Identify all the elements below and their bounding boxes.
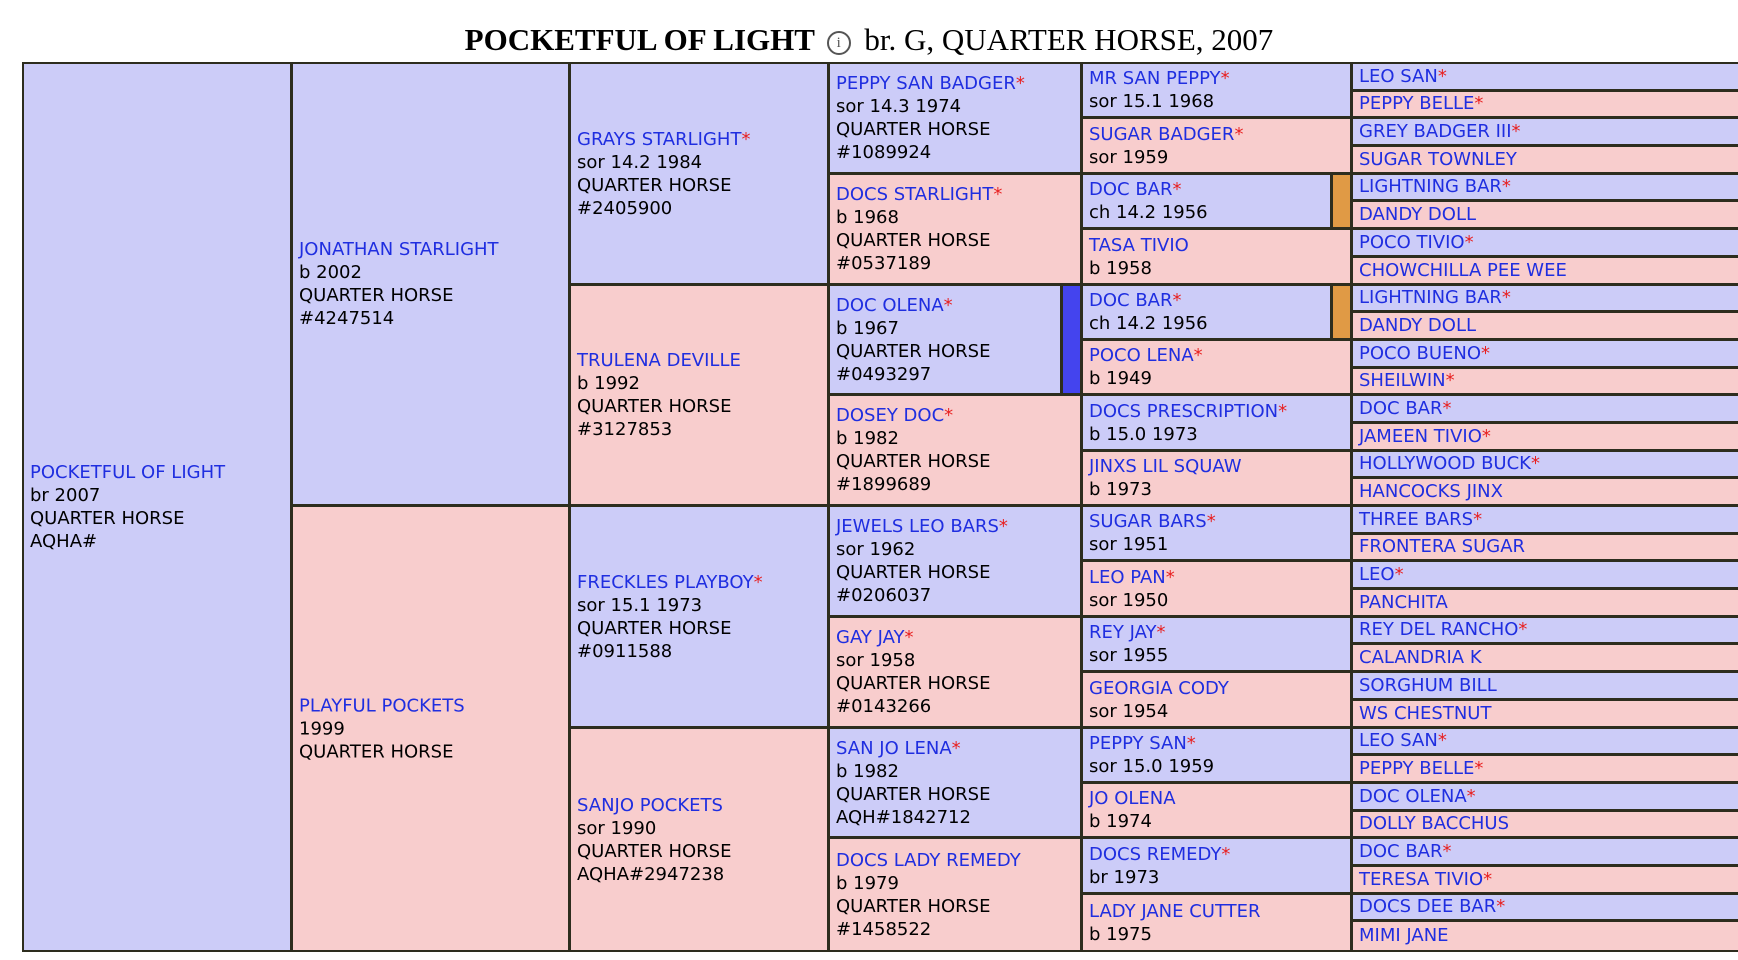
- gen4-cell: [1083, 562, 1350, 615]
- horse-info: [1359, 371, 1455, 391]
- horse-info: [1359, 344, 1490, 364]
- star-marker: *: [1206, 511, 1216, 532]
- horse-name-link[interactable]: TERESA TIVIO: [1359, 868, 1484, 890]
- horse-detail-line: br 1973: [1089, 866, 1160, 888]
- horse-name-link[interactable]: DOSEY DOC: [836, 405, 945, 426]
- horse-info: [1359, 926, 1449, 946]
- horse-info: [836, 294, 990, 386]
- horse-detail-line: #0143266: [836, 696, 932, 717]
- horse-name-link[interactable]: HANCOCKS JINX: [1359, 480, 1503, 502]
- horse-name-link[interactable]: DANDY DOLL: [1359, 314, 1476, 336]
- horse-info: [1359, 731, 1447, 751]
- horse-info: [1359, 620, 1527, 640]
- gen5-cell: [1353, 812, 1738, 836]
- star-marker: *: [1464, 231, 1474, 253]
- horse-info: [1359, 454, 1540, 474]
- star-marker: *: [1442, 840, 1452, 862]
- horse-detail-line: AQHA#: [30, 531, 98, 552]
- horse-detail-line: QUARTER HORSE: [836, 895, 991, 917]
- horse-info: [299, 238, 499, 330]
- star-marker: *: [1511, 120, 1521, 142]
- horse-detail-line: AQHA#2947238: [577, 863, 725, 885]
- gen5-cell: [1353, 922, 1738, 950]
- horse-info: [836, 183, 1002, 275]
- horse-info: [1359, 94, 1483, 114]
- horse-detail-line: sor 1950: [1089, 589, 1169, 611]
- gen5-cell: [1353, 452, 1738, 476]
- horse-name-link[interactable]: LIGHTNING BAR: [1359, 287, 1502, 308]
- gen5-cell: [1353, 175, 1738, 199]
- horse-name-link[interactable]: PEPPY BELLE: [1359, 757, 1475, 779]
- horse-info: [1359, 261, 1567, 281]
- horse-name-link[interactable]: DOC BAR: [1089, 179, 1173, 200]
- inbreeding-marker-orange: [1330, 175, 1350, 227]
- horse-name-link[interactable]: FRECKLES PLAYBOY: [577, 571, 754, 593]
- horse-name-link[interactable]: TASA TIVIO: [1089, 234, 1189, 256]
- gen3-cell: [830, 618, 1080, 726]
- horse-detail-line: #4247514: [299, 308, 395, 329]
- horse-detail-line: QUARTER HORSE: [836, 451, 991, 472]
- horse-detail-line: #0206037: [836, 585, 932, 606]
- horse-name-link[interactable]: SAN JO LENA: [836, 737, 952, 759]
- horse-detail-line: #1458522: [836, 918, 932, 940]
- star-marker: *: [1496, 896, 1506, 917]
- horse-info: [836, 737, 990, 829]
- inbreeding-marker-orange: [1330, 286, 1350, 338]
- pedigree-title: [0, 22, 1738, 58]
- horse-name-link[interactable]: PANCHITA: [1359, 591, 1448, 613]
- star-marker: *: [1278, 400, 1288, 422]
- horse-detail-line: b 1974: [1089, 811, 1152, 832]
- horse-name-link[interactable]: LADY JANE CUTTER: [1089, 900, 1261, 922]
- horse-name-link[interactable]: TRULENA DEVILLE: [577, 350, 741, 371]
- horse-detail-line: #1089924: [836, 142, 932, 163]
- horse-name-link[interactable]: LEO SAN: [1359, 65, 1438, 87]
- horse-detail-line: sor 1958: [836, 650, 916, 671]
- horse-detail-line: b 15.0 1973: [1089, 423, 1198, 445]
- horse-name-link[interactable]: REY JAY: [1089, 622, 1157, 643]
- gen5-cell: [1353, 479, 1738, 504]
- horse-detail-line: br 2007: [30, 485, 101, 506]
- star-marker: *: [1186, 733, 1196, 754]
- horse-detail-line: sor 15.1 1968: [1089, 91, 1215, 112]
- horse-name-link[interactable]: POCO BUENO: [1359, 342, 1482, 364]
- gen4-cell: [1083, 507, 1350, 559]
- horse-info: [1089, 400, 1287, 446]
- horse-detail-line: sor 14.3 1974: [836, 96, 962, 117]
- horse-name-link[interactable]: REY DEL RANCHO: [1359, 619, 1519, 640]
- gen4-cell: [1083, 175, 1350, 227]
- star-marker: *: [1501, 287, 1511, 308]
- gen5-cell: [1353, 590, 1738, 615]
- horse-detail-line: b 1949: [1089, 368, 1152, 389]
- horse-info: [1359, 759, 1483, 779]
- star-marker: *: [1473, 508, 1483, 530]
- gen4-cell: [1083, 119, 1350, 172]
- horse-name-link[interactable]: DOC OLENA: [836, 294, 944, 316]
- horse-name-link[interactable]: WS CHESTNUT: [1359, 702, 1492, 724]
- horse-name-link[interactable]: CHOWCHILLA PEE WEE: [1359, 259, 1567, 281]
- horse-name-link[interactable]: SORGHUM BILL: [1359, 674, 1497, 696]
- gen5-cell: [1353, 673, 1738, 698]
- horse-detail-line: sor 14.2 1984: [577, 151, 703, 173]
- horse-info: [577, 349, 741, 441]
- horse-name-link[interactable]: DOLLY BACCHUS: [1359, 813, 1510, 834]
- horse-detail-line: sor 1959: [1089, 146, 1169, 168]
- star-marker: *: [1156, 622, 1166, 643]
- horse-info: [1359, 593, 1448, 613]
- star-marker: *: [1172, 179, 1182, 200]
- horse-detail-line: QUARTER HORSE: [577, 396, 732, 417]
- gen5-cell: [1353, 562, 1738, 587]
- star-marker: *: [1172, 290, 1182, 311]
- horse-detail-line: QUARTER HORSE: [299, 285, 454, 306]
- gen4-cell: [1083, 396, 1350, 449]
- horse-summary: br. G, QUARTER HORSE, 2007: [864, 22, 1274, 57]
- gen5-cell: [1353, 784, 1738, 809]
- horse-info: [1089, 677, 1229, 723]
- horse-name-link[interactable]: DOCS PRESCRIPTION: [1089, 400, 1279, 422]
- horse-info: [836, 626, 990, 718]
- gen3-cell: [830, 507, 1080, 615]
- horse-info: [1089, 67, 1230, 113]
- star-marker: *: [1437, 730, 1447, 751]
- gen5-cell: [1353, 756, 1738, 781]
- horse-detail-line: b 2002: [299, 262, 362, 283]
- star-marker: *: [1015, 73, 1025, 94]
- gen5-cell: [1353, 202, 1738, 227]
- horse-info: [1359, 205, 1476, 225]
- horse-name-link[interactable]: DOC BAR: [1359, 840, 1443, 862]
- star-marker: *: [1220, 68, 1230, 89]
- gen5-cell: [1353, 230, 1738, 255]
- horse-detail-line: b 1967: [836, 317, 899, 339]
- gen1-cell: [293, 64, 568, 504]
- star-marker: *: [904, 627, 914, 648]
- horse-detail-line: #2405900: [577, 197, 673, 219]
- horse-name-link[interactable]: PEPPY BELLE: [1359, 93, 1475, 114]
- inbreeding-marker-blue: [1060, 286, 1080, 393]
- gen5-cell: [1353, 424, 1738, 449]
- horse-name-link[interactable]: DOCS REMEDY: [1089, 843, 1222, 865]
- horse-info: [1359, 787, 1476, 807]
- pedigree-table: [22, 62, 1738, 952]
- horse-detail-line: b 1958: [1089, 257, 1152, 279]
- star-marker: *: [1442, 397, 1452, 419]
- horse-name-link[interactable]: POCO TIVIO: [1359, 231, 1465, 253]
- horse-info: [1359, 233, 1474, 253]
- horse-info: [1359, 565, 1404, 585]
- gen4-cell: [1083, 286, 1350, 338]
- gen4-cell: [1083, 64, 1350, 116]
- horse-name-link[interactable]: JEWELS LEO BARS: [836, 516, 999, 537]
- star-marker: *: [1221, 843, 1231, 865]
- gen5-cell: [1353, 895, 1738, 919]
- star-marker: *: [1530, 453, 1540, 474]
- horse-detail-line: b 1982: [836, 760, 899, 782]
- horse-detail-line: QUARTER HORSE: [577, 840, 732, 862]
- horse-name-link[interactable]: SUGAR BARS: [1089, 511, 1207, 532]
- gen4-cell: [1083, 895, 1350, 950]
- horse-detail-line: #0493297: [836, 363, 932, 385]
- horse-detail-line: QUARTER HORSE: [836, 562, 991, 583]
- horse-name-heading: POCKETFUL OF LIGHT: [464, 22, 815, 57]
- horse-detail-line: b 1973: [1089, 479, 1152, 500]
- horse-name-link[interactable]: MIMI JANE: [1359, 925, 1449, 946]
- star-marker: *: [1474, 757, 1484, 779]
- horse-info: [1359, 814, 1509, 834]
- horse-name-link[interactable]: DOCS LADY REMEDY: [836, 849, 1021, 871]
- star-marker: *: [1518, 619, 1528, 640]
- horse-detail-line: sor 1951: [1089, 534, 1169, 555]
- gen5-cell: [1353, 867, 1738, 892]
- gen4-cell: [1083, 729, 1350, 781]
- horse-name-link[interactable]: SUGAR TOWNLEY: [1359, 148, 1517, 170]
- gen5-cell: [1353, 701, 1738, 726]
- horse-info: [1359, 842, 1452, 862]
- horse-detail-line: QUARTER HORSE: [836, 783, 991, 805]
- star-marker: *: [1481, 342, 1491, 364]
- star-marker: *: [1501, 176, 1511, 197]
- gen3-cell: [830, 64, 1080, 172]
- horse-detail-line: sor 1955: [1089, 645, 1169, 666]
- star-marker: *: [998, 516, 1008, 537]
- gen4-cell: [1083, 839, 1350, 892]
- star-marker: *: [741, 128, 751, 150]
- info-icon[interactable]: i: [827, 31, 851, 55]
- horse-name-link[interactable]: THREE BARS: [1359, 508, 1474, 530]
- horse-info: [836, 404, 990, 496]
- horse-info: [1089, 178, 1208, 224]
- gen1-cell: [293, 507, 568, 950]
- star-marker: *: [1474, 93, 1484, 114]
- horse-info: [1089, 900, 1261, 946]
- gen4-cell: [1083, 452, 1350, 504]
- horse-detail-line: QUARTER HORSE: [30, 508, 185, 529]
- horse-name-link[interactable]: DOC OLENA: [1359, 785, 1467, 807]
- gen2-cell: [571, 286, 827, 504]
- horse-info: [836, 515, 1008, 607]
- horse-info: [1359, 510, 1482, 530]
- horse-name-link[interactable]: HOLLYWOOD BUCK: [1359, 453, 1531, 474]
- horse-info: [577, 794, 731, 886]
- horse-info: [1359, 676, 1497, 696]
- horse-name-link[interactable]: LEO PAN: [1089, 566, 1166, 588]
- gen5-cell: [1353, 645, 1738, 670]
- horse-info: [836, 72, 1025, 164]
- horse-detail-line: AQH#1842712: [836, 806, 971, 828]
- horse-name-link[interactable]: GREY BADGER III: [1359, 120, 1512, 142]
- horse-info: [1359, 537, 1525, 557]
- gen4-cell: [1083, 673, 1350, 726]
- horse-name-link[interactable]: GEORGIA CODY: [1089, 677, 1229, 699]
- horse-detail-line: QUARTER HORSE: [836, 340, 991, 362]
- star-marker: *: [993, 184, 1003, 205]
- horse-name-link[interactable]: MR SAN PEPPY: [1089, 68, 1221, 89]
- gen5-cell: [1353, 839, 1738, 864]
- horse-name-link[interactable]: DOCS STARLIGHT: [836, 184, 994, 205]
- horse-info: [299, 694, 465, 763]
- horse-info: [1089, 566, 1175, 612]
- horse-detail-line: QUARTER HORSE: [836, 673, 991, 694]
- star-marker: *: [753, 571, 763, 593]
- gen5-cell: [1353, 396, 1738, 421]
- star-marker: *: [1234, 123, 1244, 145]
- horse-detail-line: sor 15.0 1959: [1089, 756, 1215, 777]
- gen5-cell: [1353, 92, 1738, 116]
- horse-detail-line: #1899689: [836, 474, 932, 495]
- horse-name-link[interactable]: GAY JAY: [836, 627, 905, 648]
- gen4-cell: [1083, 784, 1350, 836]
- gen3-cell: [830, 839, 1080, 950]
- horse-name-link[interactable]: LEO: [1359, 563, 1395, 585]
- horse-detail-line: #0911588: [577, 640, 673, 662]
- horse-detail-line: sor 15.1 1973: [577, 594, 703, 616]
- horse-info: [1359, 870, 1492, 890]
- gen4-cell: [1083, 618, 1350, 670]
- gen5-cell: [1353, 64, 1738, 89]
- horse-name-link[interactable]: CALANDRIA K: [1359, 646, 1482, 668]
- horse-detail-line: #0537189: [836, 253, 932, 274]
- star-marker: *: [1483, 868, 1493, 890]
- horse-name-link[interactable]: SUGAR BADGER: [1089, 123, 1235, 145]
- horse-info: [1089, 123, 1243, 169]
- horse-info: [1089, 234, 1189, 280]
- horse-info: [1359, 482, 1503, 502]
- horse-name-link[interactable]: LIGHTNING BAR: [1359, 176, 1502, 197]
- horse-name-link[interactable]: DOC BAR: [1359, 397, 1443, 419]
- horse-name-link[interactable]: SHEILWIN: [1359, 370, 1446, 391]
- horse-detail-line: QUARTER HORSE: [836, 119, 991, 140]
- horse-name-link[interactable]: GRAYS STARLIGHT: [577, 128, 742, 150]
- gen5-cell: [1353, 313, 1738, 338]
- gen4-cell: [1083, 230, 1350, 283]
- horse-info: [1359, 704, 1491, 724]
- star-marker: *: [1165, 566, 1175, 588]
- horse-detail-line: QUARTER HORSE: [577, 174, 732, 196]
- horse-info: [1359, 399, 1452, 419]
- horse-detail-line: #3127853: [577, 419, 673, 440]
- horse-detail-line: QUARTER HORSE: [299, 741, 454, 762]
- horse-info: [1359, 897, 1505, 917]
- horse-info: [1359, 122, 1521, 142]
- horse-info: [1089, 510, 1216, 556]
- horse-name-link[interactable]: DOC BAR: [1089, 290, 1173, 311]
- horse-info: [1089, 289, 1208, 335]
- horse-name-link[interactable]: SANJO POCKETS: [577, 794, 723, 816]
- horse-info: [577, 128, 750, 220]
- horse-info: [1359, 288, 1511, 308]
- gen5-cell: [1353, 618, 1738, 642]
- gen3-cell: [830, 729, 1080, 836]
- gen2-cell: [571, 507, 827, 726]
- horse-info: [1089, 732, 1214, 778]
- horse-info: [1359, 150, 1517, 170]
- horse-info: [1359, 427, 1491, 447]
- horse-detail-line: sor 1954: [1089, 700, 1169, 722]
- horse-detail-line: sor 1962: [836, 539, 916, 560]
- horse-info: [1089, 621, 1168, 667]
- gen5-cell: [1353, 535, 1738, 559]
- star-marker: *: [1437, 65, 1447, 87]
- star-marker: *: [1466, 785, 1476, 807]
- gen2-cell: [571, 64, 827, 283]
- star-marker: *: [1193, 345, 1203, 366]
- horse-info: [30, 461, 225, 553]
- horse-detail-line: sor 1990: [577, 817, 657, 839]
- gen3-cell: [830, 396, 1080, 504]
- horse-detail-line: b 1992: [577, 373, 640, 394]
- horse-info: [1359, 316, 1476, 336]
- horse-info: [1089, 455, 1242, 501]
- horse-detail-line: b 1968: [836, 207, 899, 228]
- star-marker: *: [944, 405, 954, 426]
- horse-name-link[interactable]: POCO LENA: [1089, 345, 1194, 366]
- horse-info: [1359, 177, 1511, 197]
- horse-info: [1359, 67, 1447, 87]
- star-marker: *: [943, 294, 953, 316]
- star-marker: *: [1481, 425, 1491, 447]
- star-marker: *: [1394, 563, 1404, 585]
- gen5-cell: [1353, 369, 1738, 393]
- horse-name-link[interactable]: POCKETFUL OF LIGHT: [30, 462, 226, 483]
- gen5-cell: [1353, 286, 1738, 310]
- gen5-cell: [1353, 147, 1738, 172]
- horse-detail-line: ch 14.2 1956: [1089, 202, 1208, 223]
- star-marker: *: [1445, 370, 1455, 391]
- horse-name-link[interactable]: PLAYFUL POCKETS: [299, 695, 465, 716]
- horse-name-link[interactable]: PEPPY SAN: [1089, 733, 1187, 754]
- horse-info: [1089, 843, 1230, 889]
- gen5-cell: [1353, 729, 1738, 753]
- horse-detail-line: ch 14.2 1956: [1089, 313, 1208, 334]
- horse-name-link[interactable]: JAMEEN TIVIO: [1359, 425, 1482, 447]
- horse-info: [836, 849, 1021, 941]
- horse-info: [1089, 787, 1176, 833]
- gen4-cell: [1083, 341, 1350, 393]
- subject-cell: [24, 64, 290, 950]
- horse-detail-line: QUARTER HORSE: [577, 617, 732, 639]
- gen3-cell: [830, 286, 1080, 393]
- horse-name-link[interactable]: DANDY DOLL: [1359, 203, 1476, 225]
- horse-detail-line: b 1975: [1089, 923, 1152, 945]
- horse-detail-line: b 1979: [836, 872, 899, 894]
- gen5-cell: [1353, 119, 1738, 144]
- star-marker: *: [951, 737, 961, 759]
- gen5-cell: [1353, 258, 1738, 283]
- horse-name-link[interactable]: JONATHAN STARLIGHT: [299, 239, 499, 260]
- horse-detail-line: 1999: [299, 718, 345, 739]
- horse-info: [1089, 344, 1203, 390]
- horse-name-link[interactable]: JINXS LIL SQUAW: [1089, 456, 1242, 477]
- horse-name-link[interactable]: PEPPY SAN BADGER: [836, 73, 1016, 94]
- horse-info: [1359, 648, 1482, 668]
- horse-detail-line: b 1982: [836, 428, 899, 449]
- gen2-cell: [571, 729, 827, 950]
- horse-name-link[interactable]: DOCS DEE BAR: [1359, 896, 1497, 917]
- gen5-cell: [1353, 507, 1738, 532]
- gen5-cell: [1353, 341, 1738, 366]
- gen3-cell: [830, 175, 1080, 283]
- horse-name-link[interactable]: LEO SAN: [1359, 730, 1438, 751]
- horse-info: [577, 571, 763, 663]
- horse-name-link[interactable]: FRONTERA SUGAR: [1359, 536, 1526, 557]
- horse-detail-line: QUARTER HORSE: [836, 230, 991, 251]
- horse-name-link[interactable]: JO OLENA: [1089, 788, 1176, 809]
